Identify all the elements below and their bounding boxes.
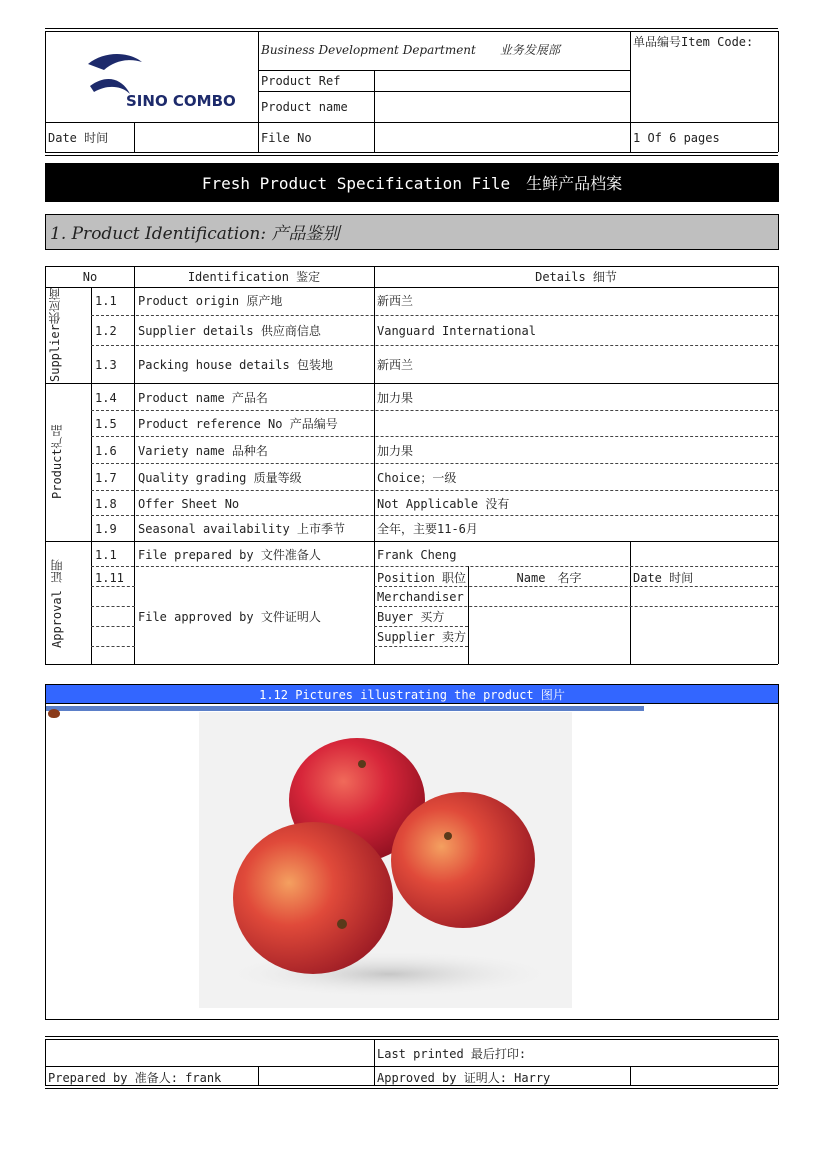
pictures-title: 1.12 Pictures illustrating the product 图片 <box>259 688 565 702</box>
row-no: 1.3 <box>95 358 117 372</box>
row-label: File prepared by 文件准备人 <box>138 548 321 562</box>
row-no: 1.7 <box>95 471 117 485</box>
row-label: Offer Sheet No <box>138 497 240 511</box>
row-value: Vanguard International <box>377 324 536 338</box>
row-no: 1.5 <box>95 417 117 431</box>
approval-position: Supplier 卖方 <box>377 630 467 644</box>
product-ref-label: Product Ref <box>261 74 341 88</box>
last-printed-label: Last printed 最后打印: <box>377 1047 527 1061</box>
group-label-supplier: Supplier供应商 <box>48 288 62 382</box>
approval-label: File approved by 文件证明人 <box>138 610 321 624</box>
row-no: 1.4 <box>95 391 117 405</box>
item-code-label: 单品编号Item Code: <box>633 35 754 49</box>
row-label: Supplier details 供应商信息 <box>138 324 321 338</box>
document-title: Fresh Product Specification File 生鲜产品档案 <box>201 174 623 193</box>
approval-row-no: 1.11 <box>95 571 124 585</box>
group-label-product: Product产品 <box>50 424 64 500</box>
prepared-by-label: Prepared by 准备人: frank <box>48 1071 222 1085</box>
row-label: Variety name 品种名 <box>138 444 268 458</box>
col-header-details: Details 细节 <box>535 270 617 284</box>
row-value: 新西兰 <box>377 294 414 308</box>
department-label: Business Development Department 业务发展部 <box>261 43 560 57</box>
row-no: 1.6 <box>95 444 117 458</box>
file-no-label: File No <box>261 131 312 145</box>
pictures-strip <box>46 706 644 711</box>
product-photo <box>199 712 572 1008</box>
row-value: Frank Cheng <box>377 548 457 562</box>
row-value: 全年，主要11-6月 <box>377 522 478 536</box>
row-label: Product reference No 产品编号 <box>138 417 338 431</box>
approval-position: Buyer 买方 <box>377 610 445 624</box>
row-label: Product name 产品名 <box>138 391 268 405</box>
row-no: 1.8 <box>95 497 117 511</box>
approval-name-header: Name 名字 <box>516 571 582 585</box>
row-no: 1.9 <box>95 522 117 536</box>
row-value: 加力果 <box>377 391 414 405</box>
approved-by-label: Approved by 证明人: Harry <box>377 1071 551 1085</box>
col-header-identification: Identification 鉴定 <box>187 270 321 284</box>
row-label: Packing house details 包装地 <box>138 358 333 372</box>
row-value: Choice；一级 <box>377 471 457 485</box>
small-apple-icon <box>48 709 60 718</box>
section-title: 1. Product Identification: 产品鉴别 <box>50 224 340 244</box>
row-value: Not Applicable 没有 <box>377 497 510 511</box>
row-no: 1.1 <box>95 548 117 562</box>
row-value: 加力果 <box>377 444 414 458</box>
company-name: SINO COMBO <box>126 92 236 110</box>
approval-position-header: Position 职位 <box>377 571 467 585</box>
approval-date-header: Date 时间 <box>633 571 694 585</box>
row-no: 1.1 <box>95 294 117 308</box>
page-count: 1 Of 6 pages <box>633 131 720 145</box>
row-label: Quality grading 质量等级 <box>138 471 302 485</box>
approval-position: Merchandiser <box>377 590 464 604</box>
row-label: Seasonal availability 上市季节 <box>138 522 345 536</box>
row-value: 新西兰 <box>377 358 414 372</box>
row-no: 1.2 <box>95 324 117 338</box>
col-header-no: No <box>82 270 98 284</box>
product-name-label: Product name <box>261 100 348 114</box>
date-label: Date 时间 <box>48 131 109 145</box>
row-label: Product origin 原产地 <box>138 294 283 308</box>
group-label-approval: Approval 证明 <box>50 558 64 648</box>
